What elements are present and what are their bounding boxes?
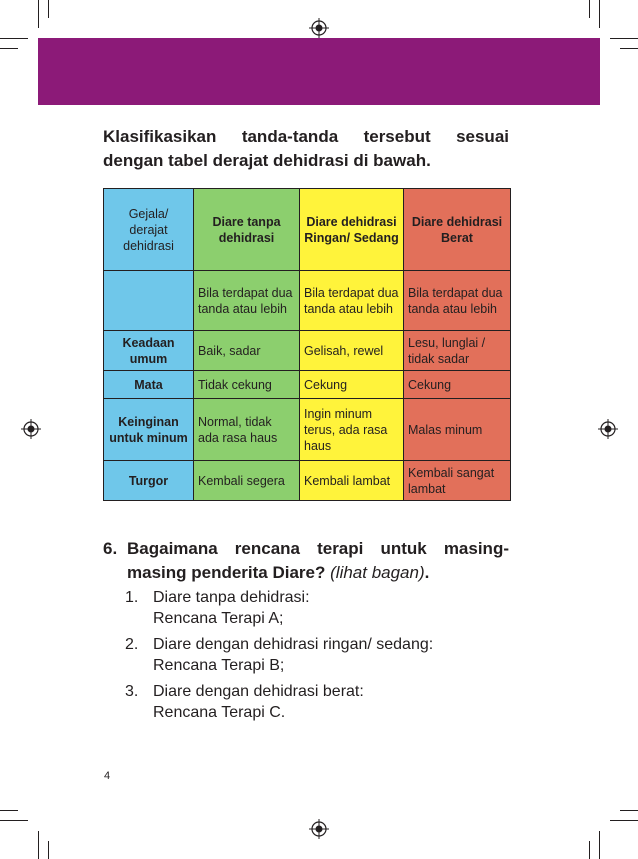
- crop-mark: [48, 841, 49, 859]
- crop-mark: [620, 810, 638, 811]
- table-cell: Turgor: [104, 461, 194, 501]
- crop-mark: [610, 820, 638, 821]
- crop-mark: [589, 0, 590, 18]
- registration-mark-icon: [309, 18, 329, 38]
- table-cell: Normal, tidak ada rasa haus: [194, 399, 300, 461]
- table-cell: [104, 271, 194, 331]
- table-cell: Ingin minum terus, ada rasa haus: [300, 399, 404, 461]
- table-cell: Mata: [104, 371, 194, 399]
- answer-list: [125, 587, 505, 728]
- question-hint: (lihat bagan): [330, 563, 425, 582]
- table-row: [104, 331, 511, 371]
- table-cell: Gelisah, rewel: [300, 331, 404, 371]
- table-row: [104, 399, 511, 461]
- list-item: [125, 587, 505, 629]
- table-cell: Bila terdapat dua tanda atau lebih: [194, 271, 300, 331]
- crop-mark: [620, 48, 638, 49]
- table-header-row: [104, 189, 511, 271]
- table-cell: Bila terdapat dua tanda atau lebih: [300, 271, 404, 331]
- table-cell: Kembali sangat lambat: [404, 461, 511, 501]
- registration-mark-icon: [598, 419, 618, 439]
- list-item-line: Diare tanpa dehidrasi:: [153, 589, 310, 606]
- crop-mark: [0, 810, 18, 811]
- crop-mark: [589, 841, 590, 859]
- table-cell: Cekung: [300, 371, 404, 399]
- list-item-number: 2.: [125, 636, 139, 653]
- page-number: 4: [104, 770, 111, 782]
- header-gejala: Gejala/ derajat dehidrasi: [104, 189, 194, 271]
- list-item-line: Diare dengan dehidrasi ringan/ sedang:: [153, 636, 434, 653]
- table-cell: Keadaan umum: [104, 331, 194, 371]
- header-berat: Diare dehidrasi Berat: [404, 189, 511, 271]
- list-item: [125, 681, 505, 723]
- question-number: 6.: [103, 539, 118, 558]
- table-cell: Kembali segera: [194, 461, 300, 501]
- intro-line-1: Klasifikasikan tanda-tanda tersebut sesuai: [103, 127, 509, 146]
- list-item-line: Diare dengan dehidrasi berat:: [153, 683, 364, 700]
- table-cell: Cekung: [404, 371, 511, 399]
- crop-mark: [0, 820, 28, 821]
- list-item-number: 1.: [125, 589, 139, 606]
- table-cell: Tidak cekung: [194, 371, 300, 399]
- crop-mark: [599, 831, 600, 859]
- table-cell: Keinginan untuk minum: [104, 399, 194, 461]
- crop-mark: [48, 0, 49, 18]
- crop-mark: [0, 38, 28, 39]
- list-item-line: Rencana Terapi B;: [153, 657, 285, 674]
- table-row: [104, 271, 511, 331]
- crop-mark: [599, 0, 600, 28]
- table-row: [104, 371, 511, 399]
- question-period: .: [424, 563, 430, 582]
- crop-mark: [38, 0, 39, 28]
- crop-mark: [0, 48, 18, 49]
- registration-mark-icon: [21, 419, 41, 439]
- crop-mark: [610, 38, 638, 39]
- registration-mark-icon: [309, 819, 329, 839]
- question-line-1: Bagaimana rencana terapi untuk masing-: [127, 539, 509, 558]
- question-line-2: masing penderita Diare?: [127, 563, 326, 582]
- list-item-line: Rencana Terapi A;: [153, 610, 284, 627]
- table-cell: Kembali lambat: [300, 461, 404, 501]
- intro-line-2: dengan tabel derajat dehidrasi di bawah.: [103, 151, 431, 170]
- question-text: [127, 537, 509, 585]
- header-ringan-sedang: Diare dehidrasi Ringan/ Sedang: [300, 189, 404, 271]
- table-cell: Baik, sadar: [194, 331, 300, 371]
- crop-mark: [38, 831, 39, 859]
- dehydration-table: [103, 188, 511, 501]
- list-item-line: Rencana Terapi C.: [153, 704, 286, 721]
- intro-paragraph: [103, 125, 509, 173]
- table-row: [104, 461, 511, 501]
- table-cell: Bila terdapat dua tanda atau lebih: [404, 271, 511, 331]
- table-cell: Lesu, lunglai / tidak sadar: [404, 331, 511, 371]
- header-tanpa-dehidrasi: Diare tanpa dehidrasi: [194, 189, 300, 271]
- table-cell: Malas minum: [404, 399, 511, 461]
- question-6: [103, 537, 509, 585]
- list-item: [125, 634, 505, 676]
- header-banner: [38, 38, 600, 105]
- list-item-number: 3.: [125, 683, 139, 700]
